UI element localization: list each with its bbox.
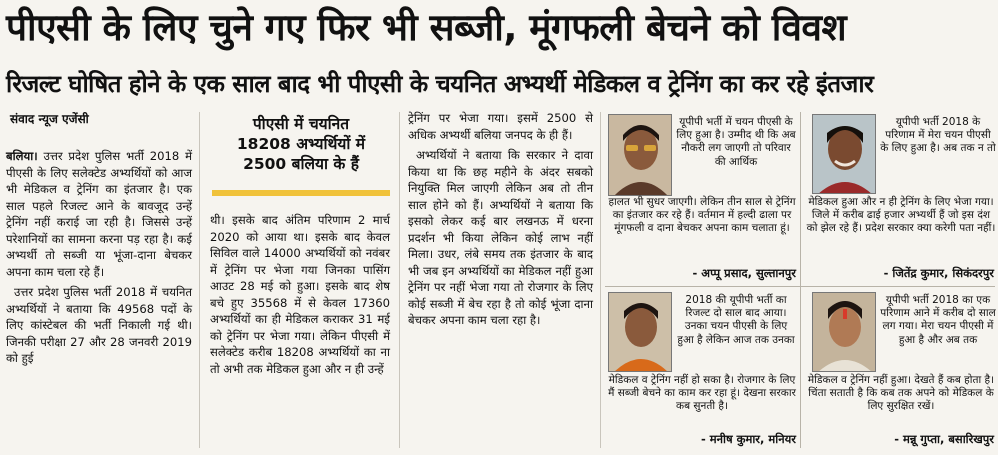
quote-grid-divider — [800, 112, 801, 448]
callout-line: 18208 अभ्यर्थियों में — [236, 135, 366, 153]
callout-line: 2500 बलिया के हैं — [243, 155, 359, 173]
quote-author: - मन्नू गुप्ता, बसारिखपुर — [894, 432, 994, 446]
subheadline: रिजल्ट घोषित होने के एक साल बाद भी पीएसी के चयनित अभ्यर्थी मेडिकल व ट्रेनिंग का कर रहे इंतजार — [6, 70, 874, 98]
highlight-callout — [212, 110, 390, 194]
paragraph: थी। इसके बाद अंतिम परिणाम 2 मार्च 2020 को आया था। इसके बाद केवल सिविल वाले 14000 अभ्यर्थियों को नवंबर में ट्रेनिंग पर भेजा गया जिनका पासिंग आउट 28 मई को हुआ। इसके बाद शेष बचे हुए 35568 में से केवल 17360 अभ्यर्थियों का ही मेडिकल कराकर 31 मई को ट्रेनिंग पर भेजा गया। लेकिन पीएसी में सलेक्टेड करीब 18208 अभ्यर्थियों का ना तो अभी तक मेडिकल हुआ और न ही उन्हें — [210, 213, 390, 376]
agency-byline: संवाद न्यूज एजेंसी — [10, 112, 89, 126]
portrait-photo — [812, 114, 876, 194]
article-column-1 — [6, 148, 192, 448]
quote-author: - मनीष कुमार, मनियर — [700, 432, 796, 446]
callout-line: पीएसी में चयनित — [252, 115, 350, 133]
quote-text: हालत भी सुधर जाएगी। लेकिन तीन साल से ट्रेनिंग का इंतजार कर रहे हैं। वर्तमान में हल्दी ढाला पर मूंगफली व दाना बेचकर अपना काम चलाता हूं। — [608, 196, 796, 235]
article-column-2 — [210, 212, 390, 448]
portrait-photo — [608, 292, 672, 372]
column-divider — [399, 112, 400, 448]
quote-text: मेडिकल व ट्रेनिंग नहीं हो सका है। रोजगार के लिए मैं सब्जी बेचने का काम कर रहा हूं। देखना सरकार कब सुनती है। — [608, 374, 796, 413]
dateline: बलिया। — [6, 149, 38, 163]
article-column-3 — [408, 110, 593, 448]
quote-author: - जितेंद्र कुमार, सिकंदरपुर — [883, 266, 994, 280]
quote-text: यूपीपी भर्ती 2018 का एक परिणाम आने में करीब दो साल लग गया। मेरा चयन पीएसी में हुआ है और अब तक — [880, 294, 996, 346]
quote-text: 2018 की यूपीपी भर्ती का रिजल्ट दो साल बाद आया। उनका चयन पीएसी के लिए हुआ है लेकिन आज तक उनका — [677, 294, 795, 346]
quote-text: मेडिकल हुआ और न ही ट्रेनिंग के लिए भेजा गया। जिले में करीब ढाई हजार अभ्यर्थी हैं जो इस दंश को झेल रहे हैं। प्रदेश सरकार क्या करेगी पता नहीं। — [806, 196, 996, 235]
callout-underline — [212, 190, 390, 196]
paragraph: अभ्यर्थियों ने बताया कि सरकार ने दावा किया था कि छह महीने के अंदर सबको नियुक्ति मिल जाएगी लेकिन अब तो तीन साल होने को हैं। अभ्यर्थियों ने बताया कि इसको लेकर कई बार लखनऊ में धरना प्रदर्शन भी किया लेकिन कोई लाभ नहीं मिला। उधर, लंबे समय तक इंतजार के बाद भी जब इन अभ्यर्थियों का मेडिकल नहीं हुआ ट्रेनिंग पर नहीं भेजा गया तो रोजगार के लिए कोई सब्जी में बेच रहा है तो कोई भूंजा दाना बेचकर अपना काम चला रहा है। — [408, 148, 593, 327]
paragraph: ट्रेनिंग पर भेजा गया। इसमें 2500 से अधिक अभ्यर्थी बलिया जनपद के ही हैं। — [408, 111, 593, 142]
quote-text: यूपीपी भर्ती 2018 के परिणाम में मेरा चयन पीएसी के लिए हुआ है। अब तक न तो — [880, 116, 996, 155]
quote-text: यूपीपी भर्ती में चयन पीएसी के लिए हुआ है। उम्मीद थी कि अब नौकरी लग जाएगी तो परिवार की आर्थिक — [676, 116, 796, 168]
headline: पीएसी के लिए चुने गए फिर भी सब्जी, मूंगफली बेचने को विवश — [6, 6, 847, 49]
portrait-photo — [608, 114, 672, 196]
paragraph: उत्तर प्रदेश पुलिस भर्ती 2018 में चयनित अभ्यर्थियों ने बताया कि 49568 पदों के लिए कांस्टेबल की भर्ती निकाली गई थी। जिनकी परीक्षा 27 और 28 जनवरी 2019 को हुई — [6, 285, 192, 365]
quote-text: मेडिकल व ट्रेनिंग नहीं हुआ। देखते हैं कब होता है। चिंता सताती है कि कब तक अपने को मेडिकल के लिए सुरक्षित रखें। — [807, 374, 995, 413]
quote-author: - अप्पू प्रसाद, सुल्तानपुर — [692, 266, 796, 280]
column-divider — [600, 112, 601, 448]
column-divider — [199, 112, 200, 448]
paragraph: उत्तर प्रदेश पुलिस भर्ती 2018 में पीएसी के लिए सलेक्टेड अभ्यर्थियों को आज भी मेडिकल व ट्रेनिंग का इंतजार है। एक साल पहले रिजल्ट आने के बावजूद उन्हें ट्रेनिंग नहीं कराई जा रही है। जिससे उन्हें परेशानियों का सामना करना पड़ रहा है। कई अभ्यर्थी तो सब्जी या भूंजा-दाना बेचकर अपना काम चला रहे हैं। — [6, 149, 192, 279]
portrait-photo — [812, 292, 876, 372]
